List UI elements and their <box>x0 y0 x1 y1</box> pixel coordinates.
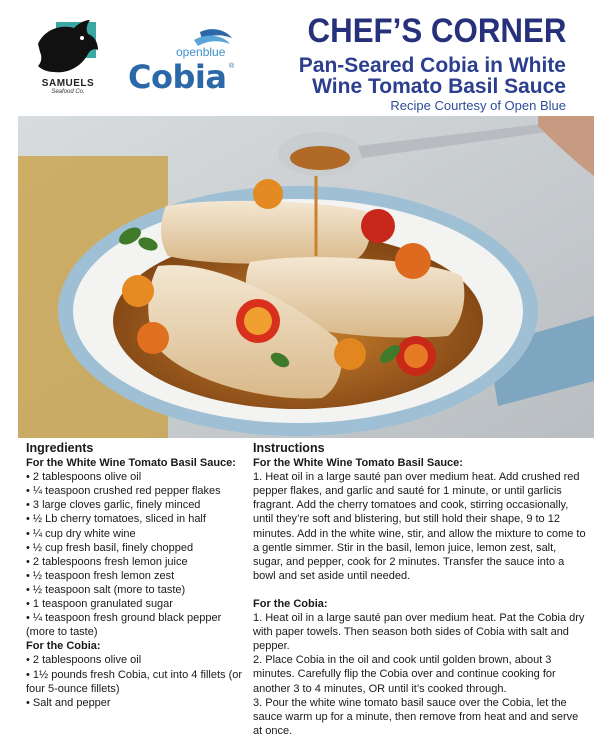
samuels-brand-sub: Seafood Co. <box>51 89 85 95</box>
section-title: CHEF’S CORNER <box>307 12 566 50</box>
list-item: • ¼ cup dry white wine <box>26 527 136 540</box>
cobia-step: 3. Pour the white wine tomato basil sauce over the Cobia, let the sauce warm up for a minute, then remove from heat and and serve at once. <box>253 696 579 737</box>
cobia-instructions-heading: For the Cobia: <box>253 597 328 610</box>
registered-mark: ® <box>229 63 235 70</box>
list-item: • ½ Lb cherry tomatoes, sliced in half <box>26 513 206 526</box>
samuels-brand-name: SAMUELS <box>41 78 95 89</box>
fillet-top <box>161 201 371 264</box>
list-item: • ¼ teaspoon fresh ground black pepper (more to taste) <box>26 612 222 639</box>
list-item: • 3 large cloves garlic, finely minced <box>26 499 201 512</box>
list-item: • 2 tablespoons olive oil <box>26 471 142 484</box>
recipe-title-line2: Wine Tomato Basil Sauce <box>312 75 566 98</box>
openblue-wordmark: openblue <box>176 45 226 59</box>
cobia-step: 2. Place Cobia in the oil and cook until golden brown, about 3 minutes. Carefully flip the Cobia over and continue cooking for another 3 to 4 minutes, OR until it’s cooked through. <box>253 654 556 695</box>
list-item: • 2 tablespoons fresh lemon juice <box>26 555 188 568</box>
cobia-ingredients-list <box>26 653 246 709</box>
sauce-instructions-text: 1. Heat oil in a large sauté pan over medium heat. Add crushed red pepper flakes, and garlic and sauté for 1 minute, or until garlicis fragrant. Add the cherry tomatoes and cook, stirring occasionally, until they’re soft and blistering, but still hold their shape, 9 to 12 minutes. Add in the white wine, stir, and allow the mixture to come to a gentle simmer. Stir in the basil, lemon juice, lemon zest, salt, sugar, and pepper, cook for 2 minutes. Transfer the sauce into a bowl and set aside until needed. <box>253 471 586 582</box>
cobia-wordmark: Cobia <box>128 58 227 96</box>
cobia-step: 1. Heat oil in a large sauté pan over medium heat. Pat the Cobia dry with paper towels. Then season both sides of Cobia with salt and pepper. <box>253 612 585 653</box>
sauce-instructions-heading: For the White Wine Tomato Basil Sauce: <box>253 457 463 470</box>
list-item: • ½ teaspoon fresh lemon zest <box>26 569 175 582</box>
sauce-ingredients-heading: For the White Wine Tomato Basil Sauce: <box>26 457 236 470</box>
instructions-column <box>253 441 589 738</box>
instructions-heading: Instructions <box>253 441 325 455</box>
list-item: • ½ teaspoon salt (more to taste) <box>26 583 186 596</box>
list-item: • ½ cup fresh basil, finely chopped <box>26 541 194 554</box>
list-item: • 1½ pounds fresh Cobia, cut into 4 fillets (or four 5-ounce fillets) <box>26 668 243 695</box>
ingredients-column <box>26 441 246 710</box>
recipe-photo <box>18 116 594 438</box>
list-item: • 1 teaspoon granulated sugar <box>26 598 173 611</box>
ingredients-heading: Ingredients <box>26 441 94 455</box>
sauce-ingredients-list <box>26 470 246 639</box>
recipe-credit: Recipe Courtesy of Open Blue <box>390 98 566 113</box>
list-item: • ¼ teaspoon crushed red pepper flakes <box>26 485 221 498</box>
list-item: • Salt and pepper <box>26 696 111 709</box>
recipe-title-line1: Pan-Seared Cobia in White <box>298 54 566 77</box>
cobia-ingredients-heading: For the Cobia: <box>26 640 101 653</box>
list-item: • 2 tablespoons olive oil <box>26 654 142 667</box>
